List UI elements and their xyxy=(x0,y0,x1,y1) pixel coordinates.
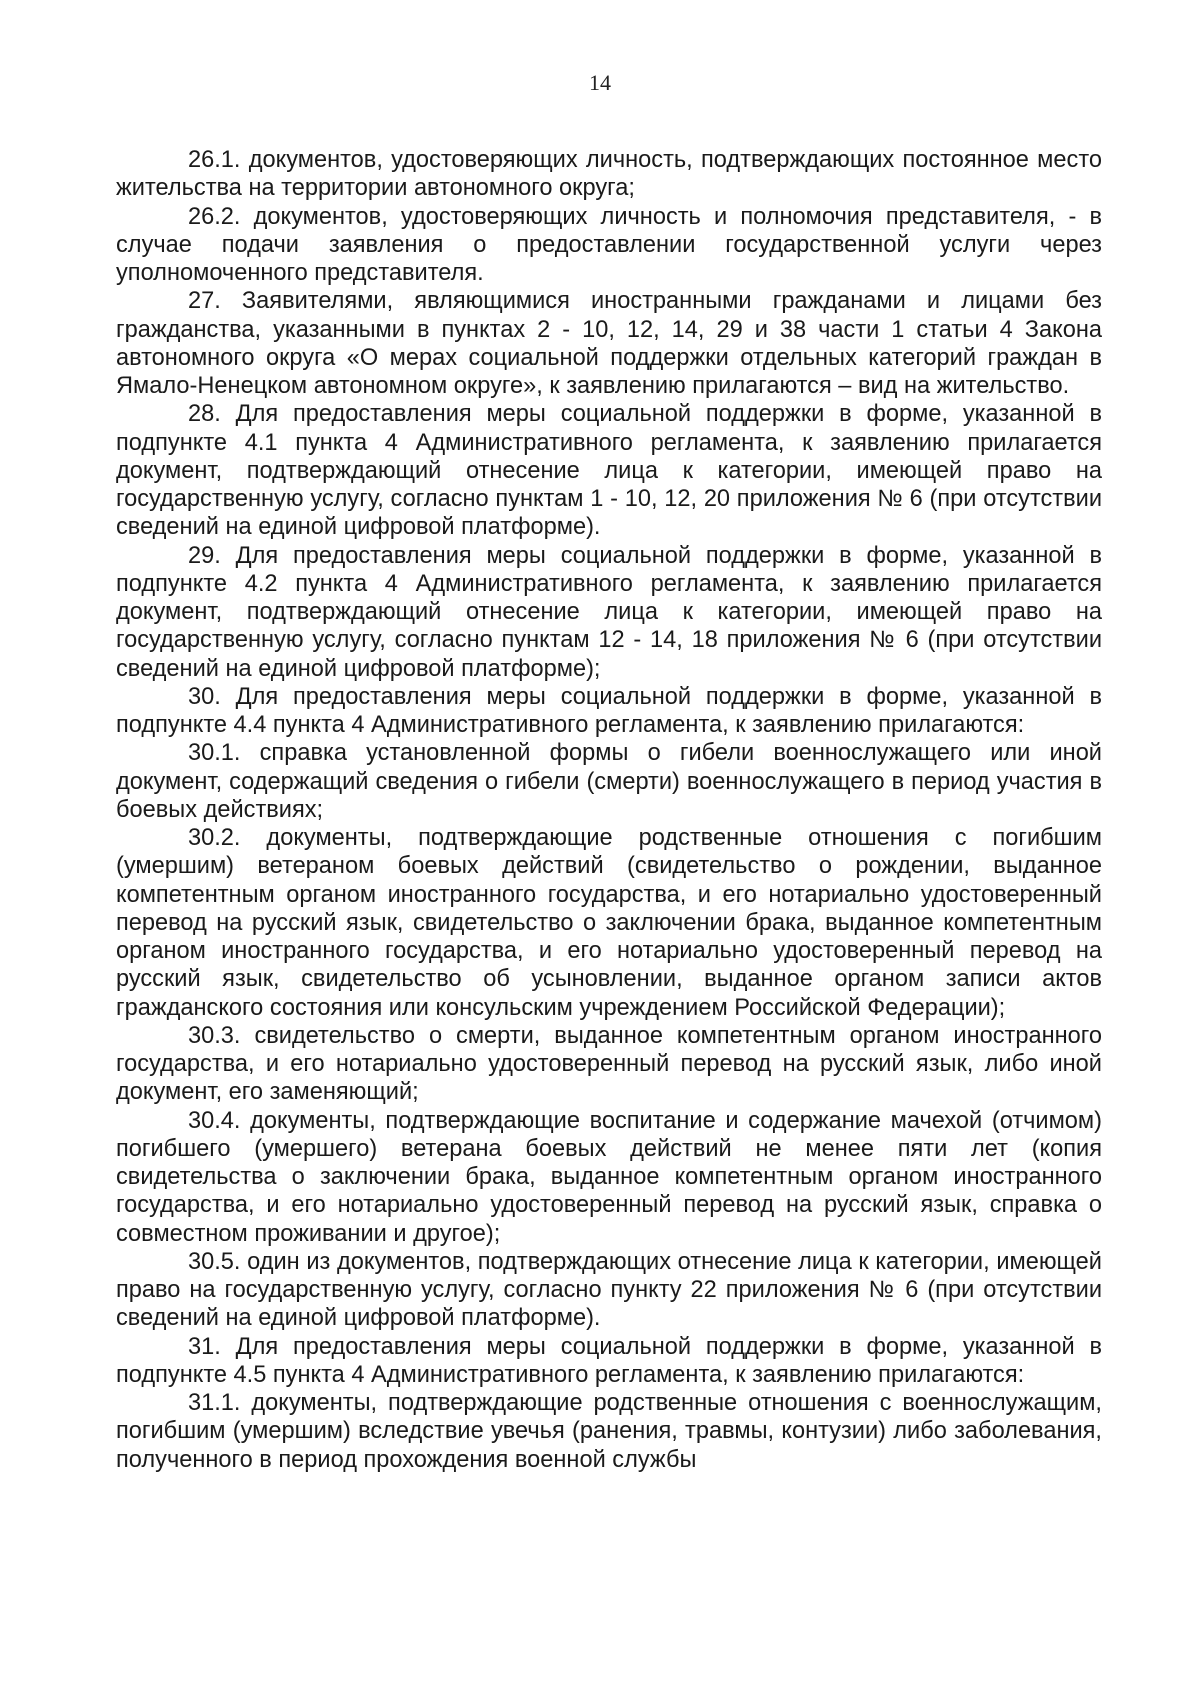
paragraph-30-5: 30.5. один из документов, подтверждающих отнесение лица к категории, имеющей право на государственную услугу, согласно пункту 22 приложения № 6 (при отсутствии сведений на единой цифровой платформе). xyxy=(116,1248,1102,1332)
paragraph-30-2: 30.2. документы, подтверждающие родственные отношения с погибшим (умершим) ветераном боевых действий (свидетельство о рождении, выданное компетентным органом иностранного государства, и его нотариально удостоверенный перевод на русский язык, свидетельство о заключении брака, выданное компетентным органом иностранного государства, и его нотариально удостоверенный перевод на русский язык, свидетельство об усыновлении, выданное органом записи актов гражданского состояния или консульским учреждением Российской Федерации); xyxy=(116,825,1102,1021)
paragraph-31-1: 31.1. документы, подтверждающие родственные отношения с военнослужащим, погибшим (умершим) вследствие увечья (ранения, травмы, контузии) либо заболевания, полученного в период прохождения военной службы xyxy=(116,1390,1102,1473)
paragraph-31: 31. Для предоставления меры социальной поддержки в форме, указанной в подпункте 4.5 пункта 4 Административного регламента, к заявлению прилагаются: xyxy=(116,1333,1102,1388)
paragraph-30-4: 30.4. документы, подтверждающие воспитание и содержание мачехой (отчимом) погибшего (умершего) ветерана боевых действий не менее пяти лет (копия свидетельства о заключении брака, выданное компетентным органом иностранного государства, и его нотариально удостоверенный перевод на русский язык, справка о совместном проживании и другое); xyxy=(116,1107,1102,1247)
paragraph-29: 29. Для предоставления меры социальной поддержки в форме, указанной в подпункте 4.2 пункта 4 Административного регламента, к заявлению прилагается документ, подтверждающий отнесение лица к категории, имеющей право на государственную услугу, согласно пунктам 12 - 14, 18 приложения № 6 (при отсутствии сведений на единой цифровой платформе); xyxy=(116,542,1102,682)
document-body xyxy=(116,146,1102,1474)
paragraph-30-1: 30.1. справка установленной формы о гибели военнослужащего или иной документ, содержащий сведения о гибели (смерти) военнослужащего в период участия в боевых действиях; xyxy=(116,740,1102,823)
paragraph-30-3: 30.3. свидетельство о смерти, выданное компетентным органом иностранного государства, и его нотариально удостоверенный перевод на русский язык, либо иной документ, его заменяющий; xyxy=(116,1022,1102,1106)
page-number: 14 xyxy=(589,70,611,95)
paragraph-27: 27. Заявителями, являющимися иностранными гражданами и лицами без гражданства, указанными в пунктах 2 - 10, 12, 14, 29 и 38 части 1 статьи 4 Закона автономного округа «О мерах социальной поддержки отдельных категорий граждан в Ямало-Ненецком автономном округе», к заявлению прилагаются – вид на жительство. xyxy=(116,288,1102,399)
paragraph-26-1: 26.1. документов, удостоверяющих личность, подтверждающих постоянное место жительства на территории автономного округа; xyxy=(116,147,1102,202)
paragraph-30: 30. Для предоставления меры социальной поддержки в форме, указанной в подпункте 4.4 пункта 4 Административного регламента, к заявлению прилагаются: xyxy=(116,683,1102,738)
paragraph-26-2: 26.2. документов, удостоверяющих личность и полномочия представителя, - в случае подачи заявления о предоставлении государственной услуги через уполномоченного представителя. xyxy=(116,203,1102,286)
paragraph-28: 28. Для предоставления меры социальной поддержки в форме, указанной в подпункте 4.1 пункта 4 Административного регламента, к заявлению прилагается документ, подтверждающий отнесение лица к категории, имеющей право на государственную услугу, согласно пунктам 1 - 10, 12, 20 приложения № 6 (при отсутствии сведений на единой цифровой платформе). xyxy=(116,401,1102,541)
